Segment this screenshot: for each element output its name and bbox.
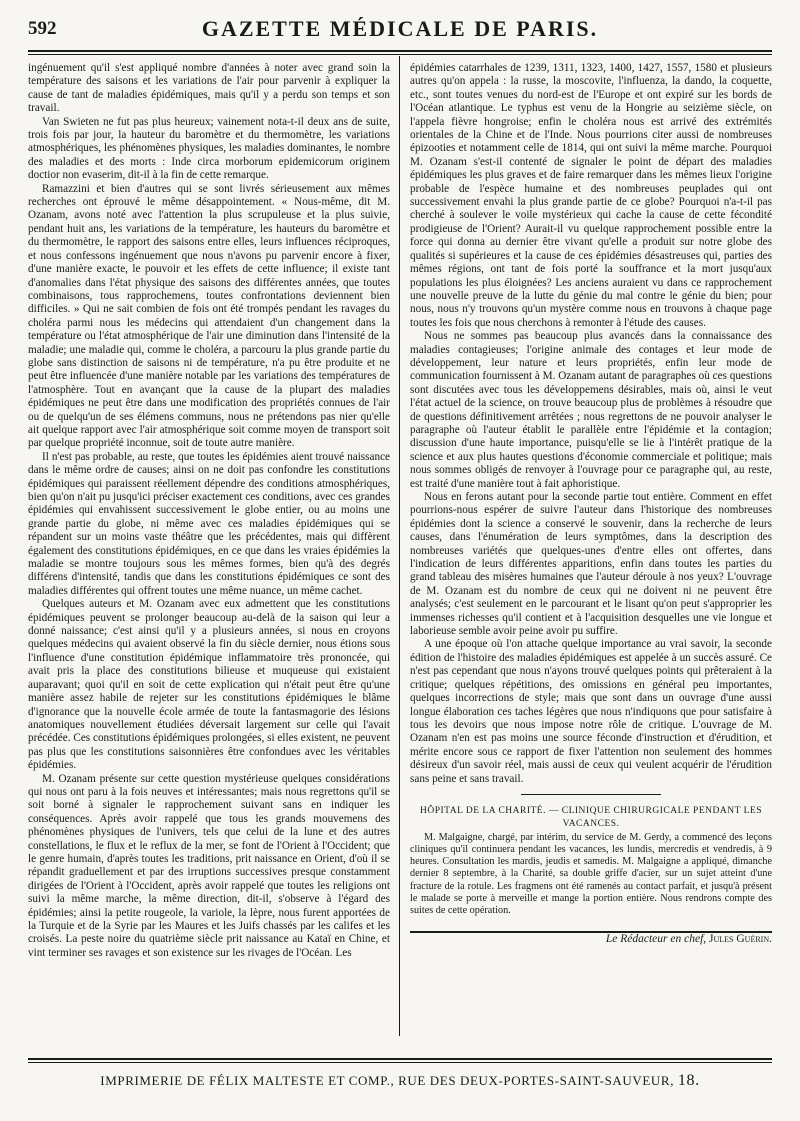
header-rule-thin: [28, 54, 772, 55]
paragraph: ingénuement qu'il s'est appliqué nombre d'années à noter avec grand soin la température des saisons et les variations de l'air pour parvenir à expliquer la cause de tant de maladies épidémiques, mais qu'il y a perdu son temps et son travail.: [28, 62, 390, 115]
signature-role: Le Rédacteur en chef,: [605, 933, 707, 946]
paragraph: Van Swieten ne fut pas plus heureux; vainement nota-t-il deux ans de suite, trois fois par jour, la hauteur du baromètre et du thermomètre, les variations atmosphériques, les phénomènes physiques, les maladies dominantes, le nombre des maladies et des morts : Inde circa morborum epidemicorum originem doctior non evaserim, dit-il à la fin de cette remarque.: [28, 115, 390, 182]
section-divider: [521, 794, 661, 795]
signature-name: Jules Guérin.: [709, 933, 772, 946]
section-heading: HÔPITAL DE LA CHARITÉ. — CLINIQUE CHIRURGICALE PENDANT LES VACANCES.: [420, 805, 762, 830]
header-rule: [28, 50, 772, 52]
paragraph: A une époque où l'on attache quelque importance au vrai savoir, la seconde édition de l'histoire des maladies épidémiques est appelée à un succès assuré. Ce n'est pas cependant que nous n'ayons trouvé quelques points qui prêteraient à la critique; quelques répétitions, des omissions en général peu importantes, quelques incorrections de style; mais que sont dans un ouvrage d'une aussi longue élaboration ces taches légères que nous n'indiquons que pour satisfaire à tous les devoirs que nous impose notre rôle de critique. L'ouvrage de M. Ozanam n'en est pas moins une source féconde d'instruction et d'érudition, et mérite encore sous ce rapport de fixer l'attention non seulement des hommes désireux d'un savoir réel, mais aussi de ceux qui veulent acquérir de l'érudition sans peine et sans travail.: [410, 638, 772, 785]
left-column: [28, 62, 390, 1034]
paragraph: Il n'est pas probable, au reste, que toutes les épidémies aient trouvé naissance dans le même ordre de causes; ainsi on ne doit pas confondre les constitutions épidémiques qui paraissent réellement dépendre des conditions atmosphériques, bien qu'on n'ait pu jusqu'ici préciser exactement ces conditions, avec ces grandes épidémies qui envahissent successivement le globe entier, ou au moins une grande partie du globe, ni même avec ces maladies épidémiques qui se répandent sur un moins vaste théâtre que les précédentes, mais qui diffèrent également des constitutions épidémiques, en ce que dans les vraies épidémies la maladie se montre toujours sous les mêmes formes, bien qu'à des degrés différens d'intensité, tandis que dans les constitutions épidémiques ce sont des maladies différentes qui offrent toutes une même nuance, un même cachet.: [28, 450, 390, 597]
imprint-number: 18.: [677, 1072, 700, 1089]
right-column: [410, 62, 772, 1034]
paragraph: Nous en ferons autant pour la seconde partie tout entière. Comment en effet pourrions-nous espérer de suivre l'auteur dans l'historique des nombreuses épidémies dont la science a conservé le souvenir, dans la recherche de leurs causes, dans l'énumération de leurs symptômes, dans la description des nombreuses variétés que quelques-unes d'entre elles ont offertes, dans l'indication de leurs différentes apparitions, enfin dans toutes les parties du grand tableau des misères humaines que l'auteur déroule à nos yeux? L'ouvrage de M. Ozanam est du nombre de ceux qui ne doivent ni ne peuvent être analysés; c'est seulement en le parcourant et le lisant qu'on peut s'approprier les immenses richesses qu'il contient et à l'acquisition desquelles une vie longue et laborieuse semble avoir peine avoir pu suffire.: [410, 491, 772, 638]
column-divider: [399, 56, 400, 1036]
page-header: [28, 14, 772, 48]
imprint-text: IMPRIMERIE DE FÉLIX MALTESTE ET COMP., RUE DES DEUX-PORTES-SAINT-SAUVEUR,: [100, 1073, 675, 1088]
paragraph: Quelques auteurs et M. Ozanam avec eux admettent que les constitutions épidémiques peuvent se prolonger beaucoup au-delà de la saison qui leur a donné naissance; c'est ainsi qu'il y a plusieurs années, si nous en croyons quelques médecins qui avaient observé la fin du siècle dernier, nous étions sous l'influence d'une constitution épidémique inflammatoire très prononcée, qui avait pris la place des constitutions bilieuse et muqueuse qui existaient auparavant; quoi qu'il en soit de cette explication qui n'était peut être qu'une manière assez habile de rejeter sur les constitutions épidémiques le blâme d'ignorance que la nouvelle école armée de toute la fantasmagorie des lésions anatomiques nouvellement étudiées déversait largement sur celle qui l'avait précédée. Ces constitutions épidémiques prolongées, si elles existent, ne peuvent pas plus que les constitutions saisonnières être confondues avec les véritables épidémies.: [28, 598, 390, 772]
masthead-title: GAZETTE MÉDICALE DE PARIS.: [201, 16, 599, 41]
page-number: 592: [28, 18, 57, 39]
editor-signature: [410, 933, 772, 946]
hospital-notice: M. Malgaigne, chargé, par intérim, du service de M. Gerdy, a commencé des leçons cliniques qu'il continuera pendant les vacances, les lundis, mercredis et vendredis, à 9 heures. Consultation les mardis, jeudis et samedis. M. Malgaigne a appliqué, dimanche dernier 8 septembre, à la Charité, sa double griffe d'acier, sur un sujet atteint d'une fracture de la rotule. Les fragmens ont été ramenés au contact parfait, et jusqu'à présent le malade se porte à merveille et mange la portion entière. Nous rendrons compte des suites de cette opération.: [410, 831, 772, 916]
footer-rule-thin: [28, 1062, 772, 1063]
paragraph: épidémies catarrhales de 1239, 1311, 1323, 1400, 1427, 1557, 1580 et plusieurs autres qu'on appela : la russe, la moscovite, l'influenza, la dando, la coquette, etc., sont toutes venues du nord-est de l'Europe et ont expiré sur les bords de l'Océan atlantique. Le typhus est venu de la Hongrie au seizième siècle, on l'appela fièvre hongroise; enfin le choléra nous est arrivé des extrémités orientales de la Chine et de l'Inde. Nous pourrions citer aussi de nombreuses épizooties et notamment celle de 1814, qui ont suivi la même marche. Pourquoi M. Ozanam s'est-il contenté de signaler le point de départ des maladies épidémiques les plus graves et de faire remarquer dans les mêmes lieux l'origine probable de l'espèce humaine et des nombreuses peuplades qui ont successivement envahi la plus grande partie de ce globe? Pourquoi n'a-t-il pas cherché à soulever le voile mystérieux qui cache la cause de cette fécondité prodigieuse de l'Orient? Aurait-il vu quelque rapprochement possible entre la force qui donna au dernier être vivant qu'elle a produit sur notre globe des qualités si supérieures et la cause de ces épidémies désastreuses qui, parties des mêmes régions, ont tant de fois porté la souffrance et la mort jusqu'aux populations les plus éloignées? Les anciens auraient vu dans ce rapprochement une nouvelle preuve de la lutte du génie du mal contre le génie du bien; pour nous, nous n'y trouvons qu'un mystère comme nous en trouvons à chaque page toutes les fois que nous cherchons à remonter à l'étude des causes.: [410, 62, 772, 329]
paragraph: M. Ozanam présente sur cette question mystérieuse quelques considérations qui nous ont paru à la fois neuves et intéressantes; mais nous regrettons qu'il se soit borné à signaler le rapprochement suivant sans en indiquer les conséquences. Après avoir rappelé que tous les grands mouvemens des phénomènes physiques de l'univers, tels que celui de la lune et des autres constellations, le flux et le reflux de la mer, se font de l'Orient à l'Occident; que le genre humain, d'après toutes les traditions, prit naissance en Orient, d'où il se répandit graduellement et par des irruptions successives presque constamment dirigées de l'Orient à l'Occident, après avoir rappelé que toutes les religions ont suivi la même marche, la même direction, dit-il, s'observe à l'égard des épidémies; ainsi la petite rougeole, la variole, la lèpre, nous furent apportées de la Turquie et de la Syrie par les Maures et les Juifs chassés par les califes et les croisés. La peste noire du quatrième siècle prit naissance au Kataï en Chine, et vint terminer ses ravages et son existence sur les rivages de l'Océan. Les: [28, 772, 390, 959]
printer-imprint: [28, 1072, 772, 1090]
paragraph: Nous ne sommes pas beaucoup plus avancés dans la connaissance des maladies contagieuses; l'origine animale des contages et leur mode de développement, leur nature et leurs propriétés, enfin leur mode de communication fournissent à M. Ozanam autant de paragraphes où ces questions sont discutées avec tous les développemens désirables, mais où, ainsi le veut l'état actuel de la science, on trouve beaucoup plus de problèmes à résoudre que de questions définitivement arrêtées ; nous regrettons de ne pouvoir analyser le paragraphe où l'auteur établit le parallèle entre l'épidémie et la contagion; discussion d'une haute importance, puisqu'elle se lie à l'intérêt pratique de la science et aux plus hautes questions d'économie commerciale et politique; mais nous sommes obligés de renvoyer à l'ouvrage pour ce paragraphe qui, au reste, est traité d'une manière tout à fait aphoristique.: [410, 330, 772, 490]
paragraph: Ramazzini et bien d'autres qui se sont livrés sérieusement aux mêmes recherches ont éprouvé le même désappointement. « Nous-même, dit M. Ozanam, avons noté avec l'attention la plus scrupuleuse et la plus suivie, pendant huit ans, les variations de la température, les hauteurs du baromètre et du thermomètre, le rapport des saisons entre elles, leurs influences réciproques, et nous confessons ingénuement que nous n'avons pu parvenir encore à fixer, d'une manière exacte, le pouvoir et les effets de cette influence; il existe tant d'anomalies dans l'état physique des saisons des différentes années, que toutes combinaisons, tous rapprochemens, toutes confrontations deviennent bien difficiles. » Qui ne sait combien de fois ont été trompés pendant les ravages du choléra parmi nous les médecins qui attendaient d'un changement dans la température ou l'état atmosphérique de l'air une diminution dans l'intensité de la maladie; une maladie qui, comme le choléra, a parcouru la plus grande partie du globe sans distinction de saisons ni de température, n'a pu être produite et ne peut être influencée d'une manière notable par les variations des températures de l'atmosphère. Tout en avançant que la cause de la plupart des maladies épidémiques ne peut être dans une modification des propriétés connues de l'air ou de quelqu'un de ses élémens communs, nous ne prétendons pas nier qu'elle ait quelque rapport avec l'air atmosphérique soit comme moyen de transport soit par quelque propriété inconnue, soit de toute autre manière.: [28, 182, 390, 450]
footer-rule: [28, 1058, 772, 1060]
